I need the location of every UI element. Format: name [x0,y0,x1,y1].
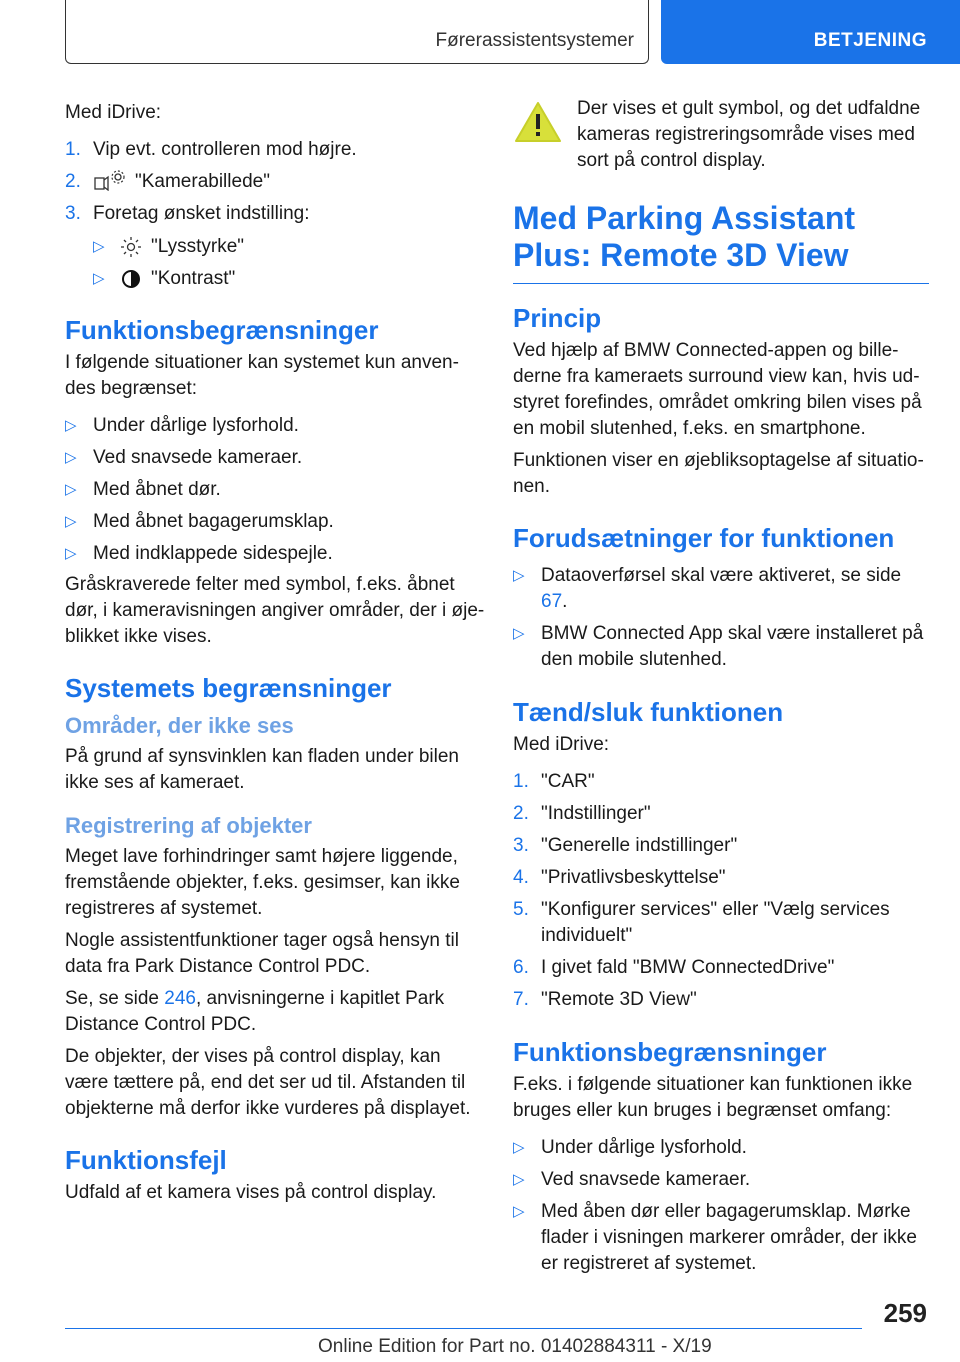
sub-step-text: "Kontrast" [151,268,236,289]
step-text: "Remote 3D View" [541,989,697,1010]
list-item [513,616,929,674]
hidden-areas-text: På grund af synsvinklen kan fladen under bilen ikke ses af kameraet. [65,746,459,793]
header-chapter-title: BETJENING [813,30,927,51]
bullet-marker: ▷ [513,1139,525,1156]
camera-settings-icon [93,169,119,191]
list-item-text: Med åben dør eller bagagerumsklap. Mørke flader i visningen markerer områder, der ikke er registreret af systemet. [541,1201,917,1274]
step-text: "Indstillinger" [541,803,651,824]
list-item-text: BMW Connected App skal være installeret på den mobile slutenhed. [541,623,924,670]
list-item [513,558,929,616]
footer-edition: Online Edition for Part no. 01402884311 - X/19 [318,1336,712,1357]
step-number: 2. [513,803,529,824]
bullet-marker: ▷ [65,449,77,466]
list-item [65,504,485,536]
list-item [65,440,485,472]
list-item [65,472,485,504]
header-section-title: Førerassistentsystemer [435,30,634,51]
heading-function-limits: Funktionsbegrænsninger [65,315,379,345]
heading-principle: Princip [513,303,602,333]
remote-limits-intro: F.eks. i følgende situationer kan funktionen ikke bruges eller kun bruges i begrænset omfang: [513,1074,913,1121]
step-number: 1. [65,139,81,160]
detection-paragraph-3 [65,986,485,1038]
list-item [513,950,929,982]
brightness-icon [119,236,145,258]
list-item [513,764,929,796]
list-item-text: Med åbnet bagagerumsklap. [93,511,334,532]
step-text: "CAR" [541,771,595,792]
bullet-marker: ▷ [65,513,77,530]
step-text: Vip evt. controlleren mod højre. [93,139,357,160]
heading-prerequisites: Forudsætninger for funktionen [513,523,895,553]
bullet-marker: ▷ [513,1171,525,1188]
list-item [513,892,929,950]
detection-paragraph-2: Nogle assistentfunktioner tager også hensyn til data fra Park Distance Control PDC. [65,930,459,977]
list-item [513,1194,929,1278]
prereq-1-pre: Dataoverførsel skal være aktiveret, se side [541,565,902,586]
step-text: "Privatlivsbeskyttelse" [541,867,726,888]
warning-triangle-icon [513,100,563,144]
warning-text: Der vises et gult symbol, og det udfaldne kameras registreringsområde vises med sort på control display. [577,98,921,171]
bullet-marker: ▷ [513,1203,525,1220]
contrast-icon [119,268,145,290]
heading-remote-3d-view: Med Parking Assistant Plus: Remote 3D View [513,200,929,284]
list-item-text: Ved snavsede kameraer. [93,447,303,468]
bullet-marker: ▷ [65,545,77,562]
list-item [513,1130,929,1162]
toggle-intro: Med iDrive: [513,734,610,755]
warning-note [513,96,929,174]
principle-paragraph-2: Funktionen viser en øjebliksoptagelse af situatio-nen. [513,450,924,497]
step-text: Foretag ønsket indstilling: [93,203,310,224]
list-item-text: Ved snavsede kameraer. [541,1169,751,1190]
list-item [65,408,485,440]
step-text: I givet fald "BMW ConnectedDrive" [541,957,835,978]
bullet-marker: ▷ [513,567,525,584]
limits-intro: I følgende situationer kan systemet kun anven-des begrænset: [65,352,459,399]
camera-steps-list [65,132,485,228]
step-number: 2. [65,171,81,192]
sub-list-item [65,260,485,292]
step-text: "Kamerabillede" [135,171,270,192]
step-number: 6. [513,957,529,978]
principle-paragraph-1: Ved hjælp af BMW Connected-appen og bille-derne fra kameraets surround view kan, hvis ud-styret forefindes, området omkring bilen vises på en mobil slutenhed, f.eks. en smartphone. [513,340,922,439]
step-number: 3. [513,835,529,856]
list-item-text: Under dårlige lysforhold. [93,415,299,436]
list-item-text [541,563,929,615]
page-link-246[interactable]: 246 [164,988,196,1009]
heading-hidden-areas: Områder, der ikke ses [65,713,294,738]
bullet-marker: ▷ [93,270,105,287]
heading-object-detection: Registrering af objekter [65,813,312,838]
prerequisites-list [513,558,929,674]
sub-step-text: "Lysstyrke" [151,236,245,257]
header-section-tab [65,0,649,64]
malfunction-text: Udfald af et kamera vises på control display. [65,1182,437,1203]
page-number: 259 [883,1298,927,1328]
list-item [513,1162,929,1194]
step-text: "Konfigurer services" eller "Vælg services individuelt" [541,899,890,946]
bullet-marker: ▷ [65,481,77,498]
list-item [65,196,485,228]
detection-p3-pre: Se, se side [65,988,165,1009]
bullet-marker: ▷ [513,625,525,642]
heading-system-limits: Systemets begrænsninger [65,673,392,703]
page-link-67[interactable]: 67 [541,591,563,612]
list-item [513,860,929,892]
list-item-text: Med åbnet dør. [93,479,221,500]
limits-note: Gråskraverede felter med symbol, f.eks. åbnet dør, i kameravisningen angiver områder, der i øje-blikket ikke vises. [65,574,485,647]
step-number: 4. [513,867,529,888]
step-number: 7. [513,989,529,1010]
sub-list-item [65,228,485,260]
list-item-text: Med indklappede sidespejle. [93,543,333,564]
limits-list [65,408,485,568]
footer-divider [65,1328,862,1329]
bullet-marker: ▷ [65,417,77,434]
detection-paragraph-4: De objekter, der vises på control display, kan være tættere på, end det ser ud til. Afstanden til objekterne må derfor ikke vurderes på displayet. [65,1046,471,1119]
remote-limits-list [513,1130,929,1278]
prereq-1-post: . [562,591,568,612]
bullet-marker: ▷ [93,238,105,255]
left-column [65,100,485,1212]
right-column [513,100,929,1278]
step-number: 1. [513,771,529,792]
list-item [65,536,485,568]
heading-toggle-function: Tænd/sluk funktionen [513,697,784,727]
detection-p3-post: , anvisningerne i kapitlet Park Distance Control PDC. [65,988,445,1035]
heading-malfunction: Funktionsfejl [65,1145,227,1175]
heading-function-limits-remote: Funktionsbegrænsninger [513,1037,827,1067]
list-item-text: Under dårlige lysforhold. [541,1137,747,1158]
detection-paragraph-1: Meget lave forhindringer samt højere liggende, fremstående objekter, f.eks. gesimser, kan ikke registreres af systemet. [65,846,460,919]
step-text: "Generelle indstillinger" [541,835,738,856]
step-number: 5. [513,899,529,920]
step-number: 3. [65,203,81,224]
idrive-intro: Med iDrive: [65,102,162,123]
toggle-steps-list [513,764,929,1014]
list-item [513,796,929,828]
header-chapter-tab [661,0,960,64]
list-item [513,828,929,860]
list-item [513,982,929,1014]
list-item [65,164,485,196]
list-item [65,132,485,164]
